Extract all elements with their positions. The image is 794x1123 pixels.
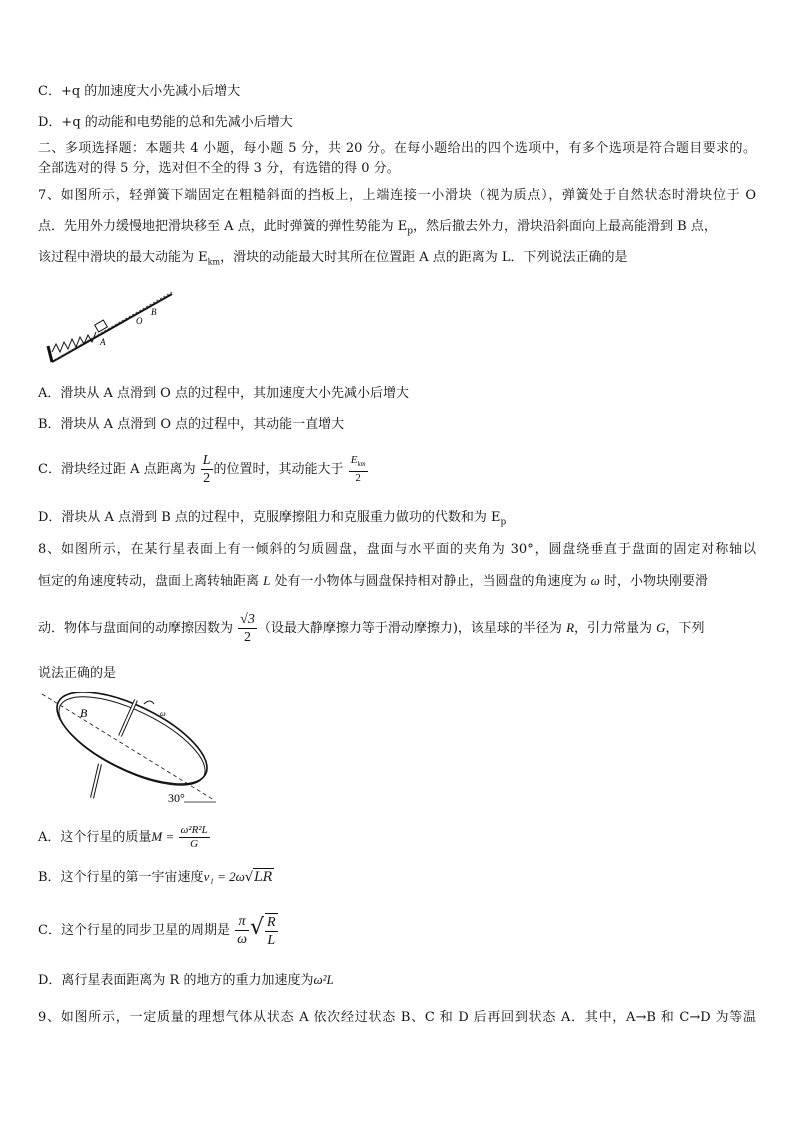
q8-stem-line2: 恒定的角速度转动，盘面上离转轴距离 L 处有一小物体与圆盘保持相对静止，当圆盘的角速度为 ω 时，小物块刚要滑 [38, 573, 708, 589]
q8-option-a: A．这个行星的质量M = $\frac{\text{ω²R²L}}{G}$ [38, 824, 208, 850]
q8-option-d: D．离行星表面距离为 R 的地方的重力加速度为ω²L [38, 972, 334, 988]
label-o: O [136, 316, 143, 326]
horizontal-reference-dashed [42, 694, 214, 800]
q8-option-c: C．这个行星的同步卫星的周期是 $\frac{\pi}{\omega}$ √ $\frac{R}{L}$ [38, 914, 276, 948]
q7-option-c: C．滑块经过距 A 点距离为 $\frac{L}{2}$ 的位置时，其动能大于 $\frac{E_{km}}{2}$ [38, 453, 366, 486]
q8-stem-line4: 说法正确的是 [38, 666, 117, 681]
label-omega: ω [160, 709, 166, 718]
fraction-sqrt3-over-2: $\frac{√3}{2}$ [240, 612, 255, 645]
q7-stem-line1: 7、如图所示，轻弹簧下端固定在粗糙斜面的挡板上，上端连接一小滑块（视为质点），弹簧处于自然状态时滑块位于 O [38, 188, 756, 203]
stop-plate [48, 346, 52, 362]
section2-heading-line2: 全部选对的得 5 分，选对但不全的得 3 分，有选错的得 0 分。 [38, 161, 400, 176]
incline-spring-figure [44, 286, 180, 366]
label-b: B [151, 307, 157, 317]
q7-option-a: A．滑块从 A 点滑到 O 点的过程中，其加速度大小先减小后增大 [38, 386, 409, 401]
q8-option-b: B．这个行星的第一宇宙速度v₁ = 2ω√LR [38, 869, 273, 885]
q7-stem-line2: 点．先用外力缓慢地把滑块移至 A 点，此时弹簧的弹性势能为 $E_p$，然后撤去外力，滑块沿斜面向上最高能滑到 B 点， [38, 219, 717, 237]
q9-stem-line1: 9、如图所示，一定质量的理想气体从状态 A 依次经过状态 B、C 和 D 后再回到状态 A．其中，A→B 和 C→D 为等温 [38, 1010, 756, 1025]
fraction-pi-over-omega: $\frac{\pi}{\omega}$ [237, 914, 247, 947]
fraction-r-over-l: $\frac{R}{L}$ [267, 914, 276, 948]
q6-option-c: C．+q 的加速度大小先减小后增大 [38, 84, 241, 99]
tilted-disk-figure [36, 692, 226, 810]
q7-option-b: B．滑块从 A 点滑到 O 点的过程中，其动能一直增大 [38, 417, 345, 432]
q6-option-d: D．+q 的动能和电势能的总和先减小后增大 [38, 115, 293, 130]
q7-stem-line3: 该过程中滑块的最大动能为 $E_{km}$，滑块的动能最大时其所在位置距 A 点的距离为 L．下列说法正确的是 [38, 250, 628, 267]
label-b: B [80, 706, 88, 720]
section2-heading-line1: 二、多项选择题：本题共 4 小题，每小题 5 分，共 20 分。在每小题给出的四个选项中，有多个选项是符合题目要求的。 [38, 141, 756, 156]
q7-option-d: D．滑块从 A 点滑到 B 点的过程中，克服摩擦阻力和克服重力做功的代数和为 $E_p$ [38, 510, 507, 528]
q8-stem-line3: 动．物体与盘面间的动摩擦因数为 $\frac{√3}{2}$ （设最大静摩擦力等于滑动摩擦力)，该星球的半径为 R，引力常量为 G，下列 [38, 612, 705, 645]
fraction-ekm-over-2: $\frac{E_{km}}{2}$ [350, 453, 366, 485]
incline-surface [52, 294, 172, 362]
label-angle: 30° [168, 791, 185, 805]
fraction-l-over-2: $\frac{L}{2}$ [202, 453, 211, 486]
fraction-mass: $\frac{\text{ω²R²L}}{G}$ [180, 824, 208, 850]
label-a: A [100, 337, 106, 347]
incline-hatching [56, 292, 172, 359]
rotation-arrow-icon [144, 701, 154, 704]
q8-stem-line1: 8、如图所示，在某行星表面上有一倾斜的匀质圆盘，盘面与水平面的夹角为 30°，圆盘绕垂直于盘面的固定对称轴以 [38, 542, 756, 557]
